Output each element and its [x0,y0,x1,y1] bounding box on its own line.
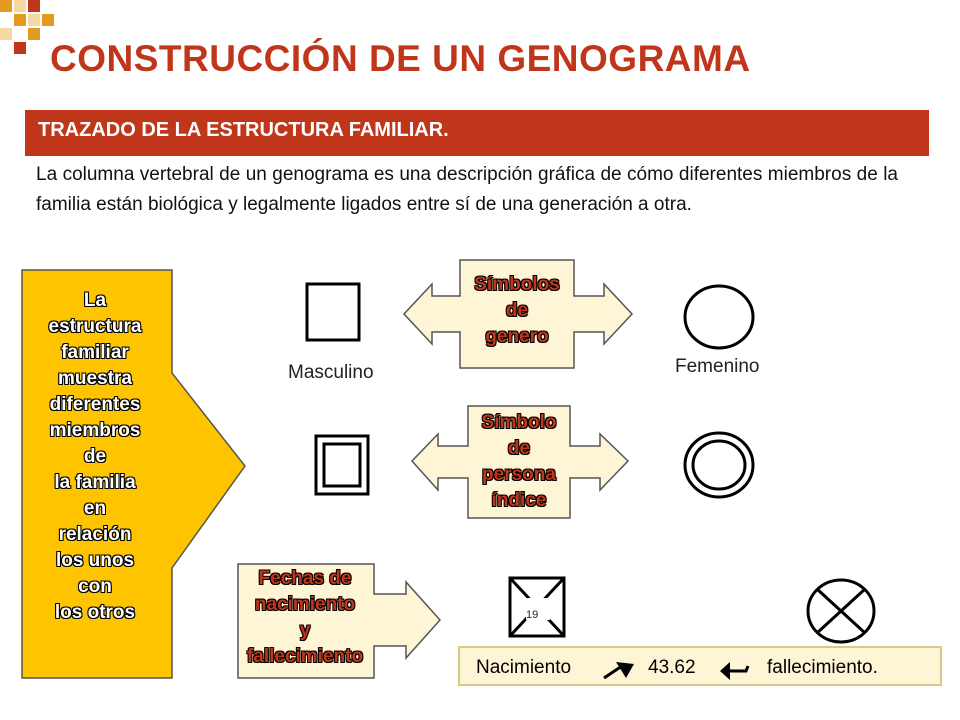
page-title: CONSTRUCCIÓN DE UN GENOGRAMA [50,38,751,79]
deceased-male-symbol [508,576,568,640]
index-arrow-text: Símbolo de persona índice [481,412,557,511]
gender-arrow-text: Símbolos de genero [474,274,560,347]
male-square-symbol [305,282,363,344]
legend-value: 43.62 [648,657,696,678]
female-label: Femenino [675,356,760,377]
male-index-double-square [314,434,372,498]
right-arrow-icon [600,658,640,684]
birth-label: Nacimiento [476,657,572,678]
section-heading: TRAZADO DE LA ESTRUCTURA FAMILIAR. [38,119,449,141]
left-arrow-text: La estructura familiar muestra diferentes miembros de la familia en relación los unos con los otros [48,290,142,623]
deceased-female-symbol [804,576,878,646]
death-label: fallecimiento. [767,657,878,678]
female-circle-symbol [682,283,756,351]
female-index-double-circle [682,430,756,500]
symbol-number: 19 [526,609,539,621]
intro-paragraph: La columna vertebral de un genograma es una descripción gráfica de cómo diferentes miembros de la familia están biológica y legalmente ligados entre sí de una generación a otra. [36,164,898,215]
dates-box-text: Fechas de nacimiento y fallecimiento [246,568,364,667]
left-arrow-icon [714,658,754,684]
male-label: Masculino [288,362,374,383]
